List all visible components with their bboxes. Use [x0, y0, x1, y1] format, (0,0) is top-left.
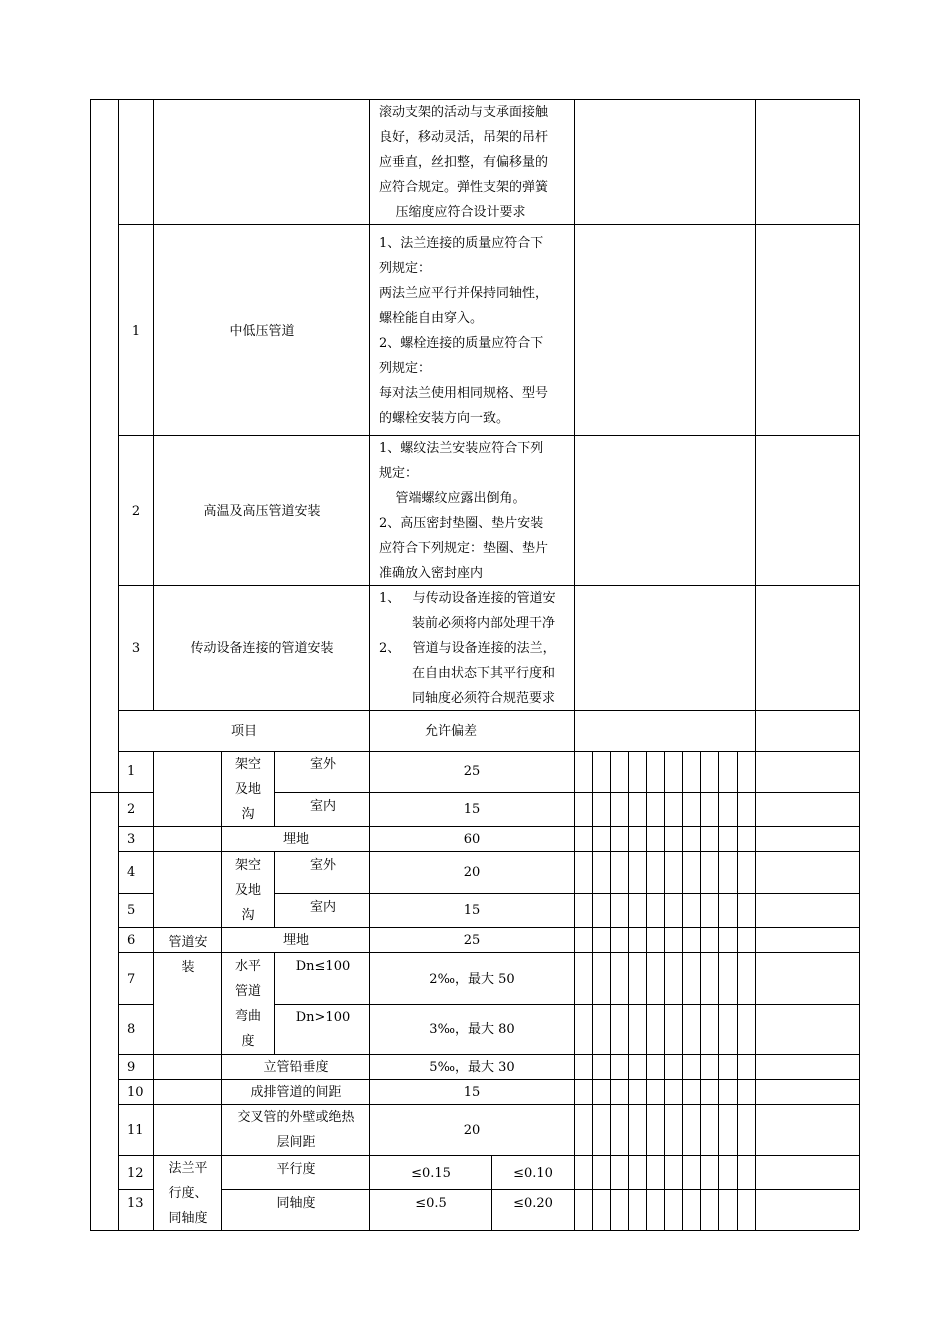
buried-label-1: 埋地 [282, 832, 310, 847]
deviation-header-allowance: 允许偏差 [424, 724, 478, 739]
overhead-trench-label-1: 架空 及地 沟 [234, 757, 262, 822]
overhead-trench-label-2: 架空 及地 沟 [234, 858, 262, 923]
dev-no-11: 11 [127, 1123, 144, 1138]
dev-no-1: 1 [127, 764, 136, 779]
row-item-3: 传动设备连接的管道安装 [190, 641, 334, 656]
row-item-2: 高温及高压管道安装 [203, 504, 321, 519]
dev-value-3: 60 [463, 832, 481, 847]
coaxiality-label: 同轴度 [276, 1196, 316, 1211]
dev-no-9: 9 [127, 1060, 136, 1075]
dev-value-13b: ≤0.20 [513, 1196, 553, 1211]
row-no-2: 2 [131, 504, 141, 519]
dev-value-13a: ≤0.5 [415, 1196, 447, 1211]
indoor-label-1: 室内 [309, 799, 337, 814]
dev-value-10: 15 [463, 1085, 481, 1100]
indoor-label-2: 室内 [309, 900, 337, 915]
outdoor-label-2: 室外 [309, 858, 337, 873]
dn-gt-100-label: Dn>100 [295, 1010, 351, 1025]
dev-value-12b: ≤0.10 [513, 1166, 553, 1181]
support-requirement-text: 滚动支架的活动与支承面接触 良好，移动灵活，吊架的吊杆 应垂直，丝扣整，有偏移量的 应符合规定。弹性支架的弹簧 压缩度应符合设计要求 [379, 105, 549, 220]
dev-value-6: 25 [463, 933, 481, 948]
row-requirement-2: 1、螺纹法兰安装应符合下列 规定： 管端螺纹应露出倒角。 2、高压密封垫圈、垫片安装 应符合下列规定：垫圈、垫片 准确放入密封座内 [379, 441, 549, 581]
bend-label: 水平 管道 弯曲 度 [234, 959, 262, 1049]
row-requirement-3: 1、 与传动设备连接的管道安 装前必须将内部处理干净 2、 管道与设备连接的法兰， 在自由状态下其平行度和 同轴度必须符合规范要求 [379, 591, 556, 706]
dev-no-3: 3 [127, 832, 136, 847]
row-no-1: 1 [131, 324, 141, 339]
dev-value-5: 15 [463, 903, 481, 918]
flange-group-label: 法兰平 行度、 同轴度 [168, 1161, 208, 1226]
dev-no-2: 2 [127, 802, 136, 817]
dev-no-6: 6 [127, 933, 136, 948]
row-spacing-label: 成排管道的间距 [250, 1085, 342, 1100]
dev-no-8: 8 [127, 1022, 136, 1037]
dev-value-8: 3‰，最大 80 [429, 1022, 515, 1037]
dev-value-11: 20 [463, 1123, 481, 1138]
group-label-pipe-install: 管道安 装 [168, 935, 208, 975]
dev-no-10: 10 [127, 1085, 144, 1100]
dev-value-1: 25 [463, 764, 481, 779]
outdoor-label-1: 室外 [309, 757, 337, 772]
crossing-pipe-label: 交叉管的外壁或绝热 层间距 [237, 1110, 355, 1150]
row-item-1: 中低压管道 [229, 324, 295, 339]
buried-label-2: 埋地 [282, 933, 310, 948]
dev-value-2: 15 [463, 802, 481, 817]
dev-no-12: 12 [127, 1166, 144, 1181]
dev-value-4: 20 [463, 865, 481, 880]
vertical-plumb-label: 立管铅垂度 [263, 1060, 329, 1075]
dev-value-12a: ≤0.15 [411, 1166, 451, 1181]
row-no-3: 3 [131, 641, 141, 656]
dev-value-7: 2‰，最大 50 [429, 972, 515, 987]
dev-no-7: 7 [127, 972, 136, 987]
row-requirement-1: 1、法兰连接的质量应符合下 列规定： 两法兰应平行并保持同轴性， 螺栓能自由穿入。 2、螺栓连接的质量应符合下 列规定： 每对法兰使用相同规格、型号 的螺栓安装方向一致。 [379, 236, 549, 426]
dev-value-9: 5‰，最大 30 [429, 1060, 515, 1075]
dev-no-4: 4 [127, 865, 136, 880]
dn-le-100-label: Dn≤100 [295, 959, 351, 974]
parallelism-label: 平行度 [276, 1162, 316, 1177]
dev-no-13: 13 [127, 1196, 144, 1211]
dev-no-5: 5 [127, 903, 136, 918]
deviation-header-item: 项目 [230, 724, 258, 739]
